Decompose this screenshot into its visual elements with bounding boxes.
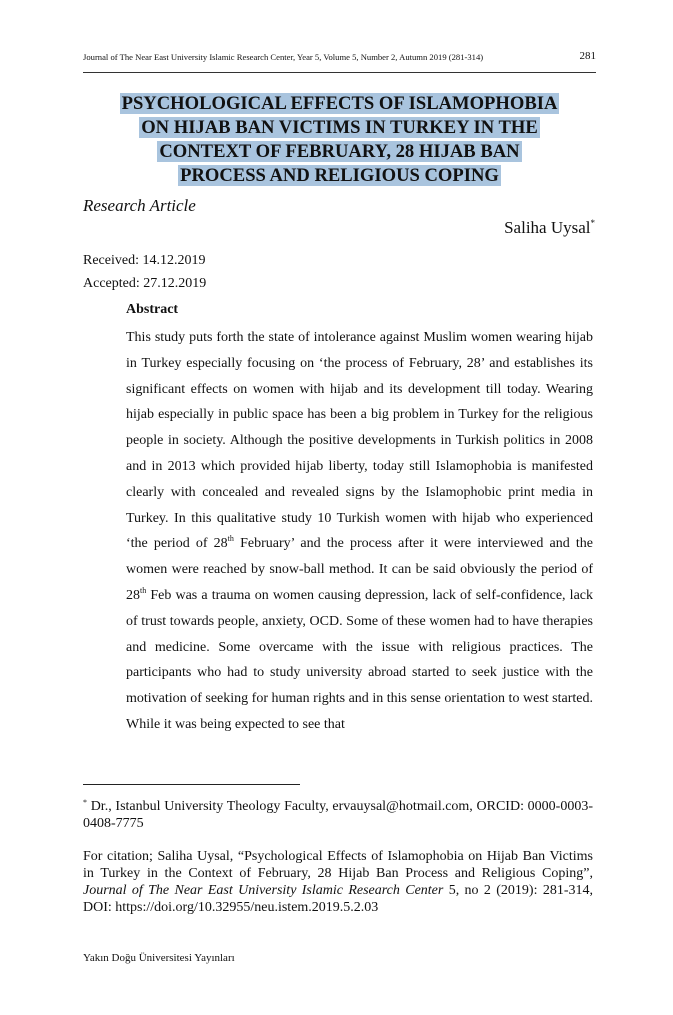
ordinal-suffix: th: [227, 534, 234, 544]
title-line: ON HIJAB BAN VICTIMS IN TURKEY IN THE: [141, 117, 538, 138]
footnote-mark: *: [83, 798, 87, 807]
article-dates: [83, 250, 206, 295]
footnote-divider: [83, 784, 300, 785]
ordinal-suffix: th: [140, 585, 147, 595]
author: [504, 218, 595, 238]
author-footnote-mark: *: [590, 218, 595, 228]
abstract-text: Feb was a trauma on women causing depression, lack of self-confidence, lack of trust towards people, anxiety, OCD. Some of these women had to have therapies and medicine. Some overcame with the issue with religious practices. The participants who had to study university abroad started to seek justice with the motivation of seeking for human rights and in this sense orientation to west started. While it was being expected to see that: [126, 587, 593, 732]
abstract-text: February’ and the process after it were interviewed and the women were reached by snow-ball method. It can be said obviously the period of 28: [126, 536, 593, 603]
received-date: Received: 14.12.2019: [83, 253, 206, 268]
author-footnote: [83, 794, 593, 832]
citation-journal: Journal of The Near East University Islamic Research Center: [83, 883, 444, 898]
abstract-body: [126, 325, 593, 738]
footnote-text: Dr., Istanbul University Theology Faculty, ervauysal@hotmail.com, ORCID: 0000-0003-0408-7775: [83, 799, 593, 831]
title-line: PROCESS AND RELIGIOUS COPING: [180, 165, 499, 186]
citation-suffix: 5, no 2 (2019): 281-314, DOI: https://doi.org/10.32955/neu.istem.2019.5.2.03: [83, 883, 593, 915]
title-line: CONTEXT OF FEBRUARY, 28 HIJAB BAN: [159, 141, 520, 162]
running-header: [83, 50, 596, 68]
header-divider: [83, 72, 596, 73]
accepted-date: Accepted: 27.12.2019: [83, 275, 207, 291]
article-type: Research Article: [83, 196, 196, 215]
page-number: 281: [579, 50, 596, 62]
abstract-heading: Abstract: [126, 302, 179, 317]
journal-info: Journal of The Near East University Islamic Research Center, Year 5, Volume 5, Number 2, Autumn 2019 (281-314): [83, 52, 484, 62]
title-line: PSYCHOLOGICAL EFFECTS OF ISLAMOPHOBIA: [121, 93, 558, 114]
publisher: Yakın Doğu Üniversitesi Yayınları: [83, 952, 235, 964]
article-title[interactable]: [83, 92, 596, 188]
author-name: Saliha Uysal: [504, 218, 591, 237]
abstract-text: This study puts forth the state of intolerance against Muslim women wearing hijab in Turkey especially focusing on ‘the process of February, 28’ and establishes its significant effects on women with hijab and its development till today. Wearing hijab especially in public space has been a big problem in Turkey for the religious people in society. Although the positive developments in Turkish politics in 2008 and in 2013 which provided hijab liberty, today still Islamophobia is manifested clearly with concealed and revealed signs by the Islamophobic print media in Turkey. In this qualitative study 10 Turkish women with hijab who experienced ‘the period of 28: [126, 330, 593, 552]
citation: [83, 848, 593, 916]
citation-prefix: For citation; Saliha Uysal, “Psychological Effects of Islamophobia on Hijab Ban Victims in Turkey in the Context of February, 28 Hijab Ban Process and Religious Coping”,: [83, 849, 593, 881]
